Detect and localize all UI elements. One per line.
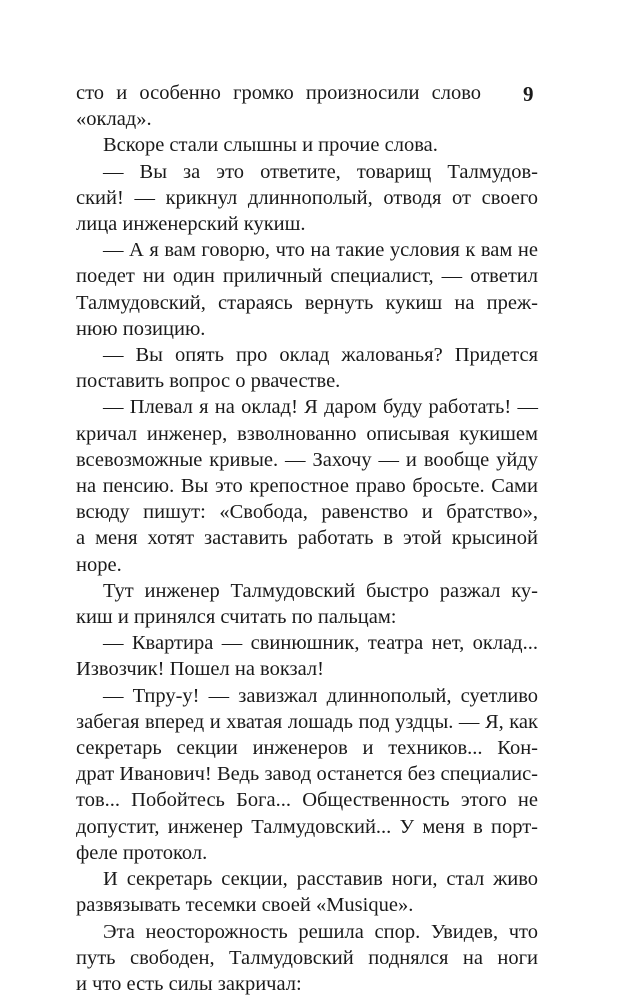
- text-line: секретарь секции инженеров и техников... Кон-: [76, 737, 538, 760]
- text-line: — Вы опять про оклад жалованья? Придется: [103, 344, 538, 367]
- text-line: — Вы за это ответите, товарищ Талмудов-: [103, 160, 538, 183]
- page-number: 9: [523, 82, 534, 106]
- text-line: на пенсию. Вы это крепостное право бросьте. Сами: [76, 475, 538, 498]
- text-line: — Плевал я на оклад! Я даром буду работать! —: [103, 396, 538, 419]
- text-line: всевозможные кривые. — Захочу — и вообще уйду: [76, 448, 538, 471]
- text-line: поедет ни один приличный специалист, — ответил: [76, 265, 538, 288]
- text-line: всюду пишут: «Свобода, равенство и братство»,: [76, 501, 538, 524]
- text-line: тов... Побойтесь Бога... Общественность этого не: [76, 789, 538, 812]
- text-line: развязывать тесемки своей «Musique».: [76, 894, 414, 917]
- text-line: Вскоре стали слышны и прочие слова.: [103, 134, 438, 157]
- text-line: а меня хотят заставить работать в этой крысиной: [76, 527, 538, 550]
- text-line: кричал инженер, взволнованно описывая кукишем: [76, 422, 538, 445]
- text-line: драт Иванович! Ведь завод останется без специалис-: [76, 763, 538, 786]
- text-line: киш и принялся считать по пальцам:: [76, 606, 397, 629]
- text-line: ский! — крикнул длиннополый, отводя от своего: [76, 186, 538, 209]
- text-line: и что есть силы закричал:: [76, 972, 302, 995]
- text-line: — Тпру-у! — завизжал длиннополый, суетливо: [103, 684, 538, 707]
- text-line: забегая вперед и хватая лошадь под уздцы. — Я, как: [76, 710, 538, 733]
- text-line: Извозчик! Пошел на вокзал!: [76, 658, 324, 681]
- text-line: норе.: [76, 553, 122, 576]
- text-line: — А я вам говорю, что на такие условия к вам не: [103, 239, 538, 262]
- text-line: феле протокол.: [76, 841, 208, 864]
- text-line: — Квартира — свинюшник, театра нет, оклад...: [103, 632, 538, 655]
- text-line: поставить вопрос о рвачестве.: [76, 370, 341, 393]
- text-line: путь свободен, Талмудовский поднялся на ноги: [76, 946, 538, 969]
- text-line: И секретарь секции, расставив ноги, стал живо: [103, 868, 538, 891]
- text-line: сто и особенно громко произносили слово: [76, 82, 481, 104]
- text-line: Тут инженер Талмудовский быстро разжал ку-: [103, 579, 538, 602]
- text-line: «оклад».: [76, 108, 152, 131]
- body-text: [76, 80, 538, 997]
- text-line: допустит, инженер Талмудовский... У меня в порт-: [76, 815, 538, 838]
- text-line: Талмудовский, стараясь вернуть кукиш на преж-: [76, 291, 538, 314]
- text-line: нюю позицию.: [76, 317, 206, 340]
- text-line: Эта неосторожность решила спор. Увидев, что: [103, 920, 538, 943]
- text-line: лица инженерский кукиш.: [76, 213, 306, 236]
